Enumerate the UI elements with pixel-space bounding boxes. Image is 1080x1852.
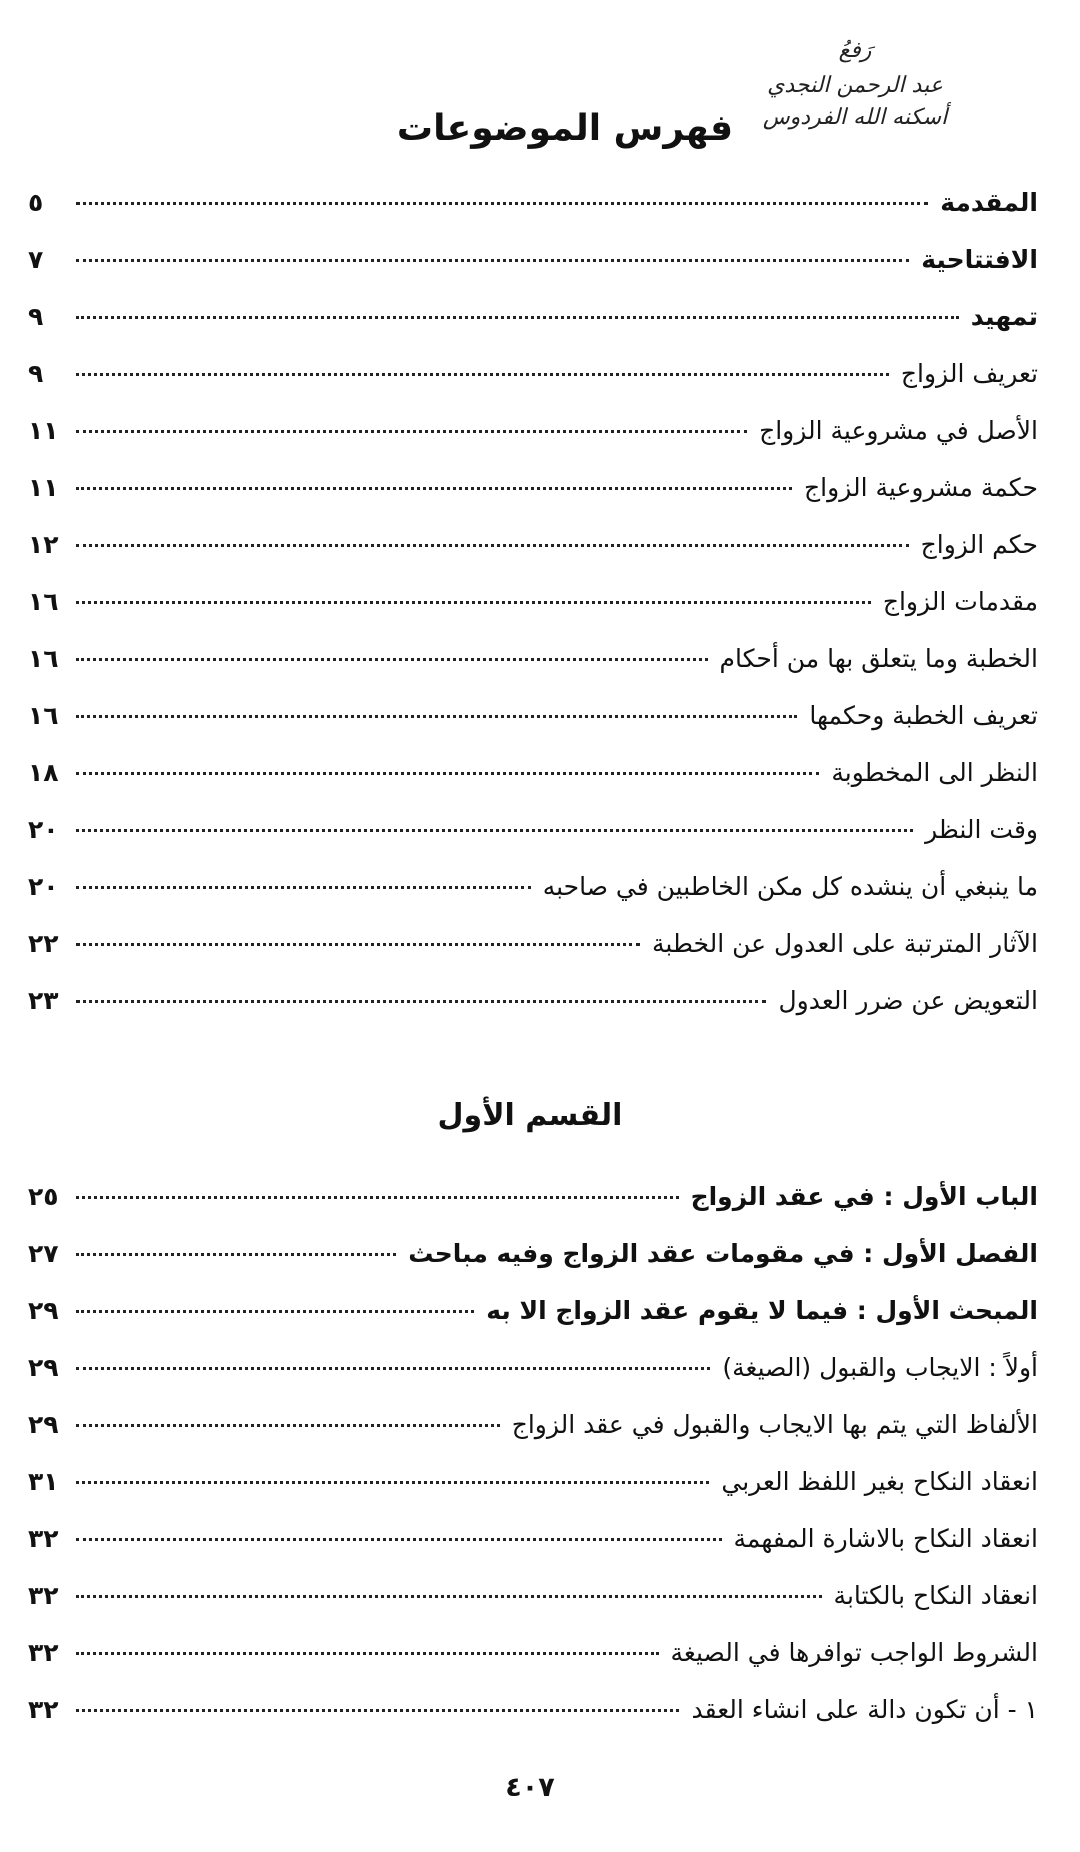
toc-entry [28,1182,1038,1239]
dot-leader [76,886,531,889]
toc-entry-title: أولاً : الايجاب والقبول (الصيغة) [722,1353,1038,1382]
toc-entry-title: الافتتاحية [921,245,1038,274]
toc-entry [28,1296,1038,1353]
dot-leader [76,1595,822,1598]
toc-entry [28,1695,1038,1752]
toc-entry-page: ٣٢ [28,1581,59,1610]
dot-leader [76,1253,396,1256]
toc-entry [28,986,1038,1043]
toc-entry-title: حكم الزواج [920,530,1038,559]
toc-entry-page: ٥ [28,188,44,217]
toc-entry-page: ١٦ [28,701,59,730]
dot-leader [76,259,909,262]
toc-entry [28,758,1038,815]
toc-entry-title: انعقاد النكاح بالكتابة [833,1581,1038,1610]
toc-entry-page: ٧ [28,245,44,274]
toc-entry-page: ١٨ [28,758,59,787]
toc-entry-title: المبحث الأول : فيما لا يقوم عقد الزواج الا به [486,1296,1038,1325]
toc-entry [28,1410,1038,1467]
toc-entry [28,188,1038,245]
toc-entry [28,701,1038,758]
dot-leader [76,772,819,775]
toc-entry [28,1353,1038,1410]
toc-entry-title: المقدمة [940,188,1038,217]
toc-entry-title: الأصل في مشروعية الزواج [759,416,1038,445]
toc-entry-title: حكمة مشروعية الزواج [804,473,1038,502]
toc-entry-title: ما ينبغي أن ينشده كل مكن الخاطبين في صاحبه [542,872,1038,901]
toc-entry [28,1581,1038,1638]
dot-leader [76,1000,766,1003]
dot-leader [76,544,909,547]
toc-entry-title: الألفاظ التي يتم بها الايجاب والقبول في عقد الزواج [511,1410,1038,1439]
owner-stamp [760,38,950,130]
toc-entry-page: ١٢ [28,530,59,559]
stamp-line-2: عبد الرحمن النجدي [767,73,943,99]
toc-entry-title: ١ - أن تكون دالة على انشاء العقد [691,1695,1038,1724]
dot-leader [76,1196,679,1199]
stamp-line-3: أسكنه الله الفردوس [762,104,948,130]
dot-leader [76,829,913,832]
toc-entry-page: ٢٩ [28,1353,59,1382]
dot-leader [76,1424,500,1427]
dot-leader [76,1310,474,1313]
toc-entry-page: ١١ [28,473,59,502]
dot-leader [76,373,889,376]
toc-entry-page: ٩ [28,302,44,331]
dot-leader [76,715,797,718]
dot-leader [76,1538,722,1541]
toc-entry [28,416,1038,473]
toc-entry [28,473,1038,530]
dot-leader [76,601,871,604]
toc-entry-title: وقت النظر [925,815,1038,844]
dot-leader [76,658,708,661]
toc-entry-title: مقدمات الزواج [882,587,1038,616]
toc-entry-page: ٣٢ [28,1695,59,1724]
toc-entry-title: الخطبة وما يتعلق بها من أحكام [719,644,1038,673]
toc-entry-page: ٩ [28,359,44,388]
toc-entry-page: ٢٠ [28,815,59,844]
toc-entry-page: ٢٩ [28,1410,59,1439]
toc-entry [28,1524,1038,1581]
toc-entry [28,245,1038,302]
dot-leader [76,1367,710,1370]
toc-entry-title: تعريف الخطبة وحكمها [809,701,1038,730]
dot-leader [76,1652,659,1655]
dot-leader [76,1481,709,1484]
toc-entry-page: ١١ [28,416,59,445]
page-title: فهرس الموضوعات [396,108,734,149]
page-number: ٤٠٧ [505,1772,555,1803]
toc-entry-title: الآثار المترتبة على العدول عن الخطبة [652,929,1038,958]
toc-entry-page: ٢٢ [28,929,59,958]
toc-list-part-one [28,1182,1038,1752]
toc-entry-title: الشروط الواجب توافرها في الصيغة [670,1638,1038,1667]
toc-entry-page: ٣٢ [28,1524,59,1553]
dot-leader [76,943,640,946]
toc-entry-page: ٢٠ [28,872,59,901]
toc-entry [28,359,1038,416]
toc-entry-title: التعويض عن ضرر العدول [778,986,1038,1015]
toc-entry-page: ٢٥ [28,1182,59,1211]
toc-entry [28,1467,1038,1524]
toc-entry-page: ٣٢ [28,1638,59,1667]
toc-entry-page: ٢٩ [28,1296,59,1325]
dot-leader [76,430,747,433]
toc-entry [28,302,1038,359]
toc-entry [28,815,1038,872]
toc-entry [28,929,1038,986]
toc-entry [28,1239,1038,1296]
dot-leader [76,316,959,319]
toc-entry-page: ٢٧ [28,1239,59,1268]
toc-entry-title: تمهيد [970,302,1038,331]
toc-entry-page: ٣١ [28,1467,59,1496]
toc-entry [28,530,1038,587]
toc-entry-title: انعقاد النكاح بالاشارة المفهمة [733,1524,1038,1553]
toc-entry-title: النظر الى المخطوبة [831,758,1038,787]
toc-entry [28,644,1038,701]
toc-entry-page: ٢٣ [28,986,59,1015]
dot-leader [76,202,928,205]
toc-entry [28,1638,1038,1695]
toc-entry-page: ١٦ [28,644,59,673]
dot-leader [76,1709,679,1712]
toc-entry-title: الباب الأول : في عقد الزواج [690,1182,1038,1211]
toc-entry-title: تعريف الزواج [900,359,1038,388]
toc-entry-page: ١٦ [28,587,59,616]
toc-entry [28,872,1038,929]
toc-entry-title: الفصل الأول : في مقومات عقد الزواج وفيه مباحث [408,1239,1038,1268]
toc-list-intro [28,188,1038,1043]
section-heading: القسم الأول [437,1098,623,1133]
stamp-line-1: رَفعُ [838,38,872,63]
toc-entry-title: انعقاد النكاح بغير اللفظ العربي [721,1467,1038,1496]
dot-leader [76,487,792,490]
toc-entry [28,587,1038,644]
